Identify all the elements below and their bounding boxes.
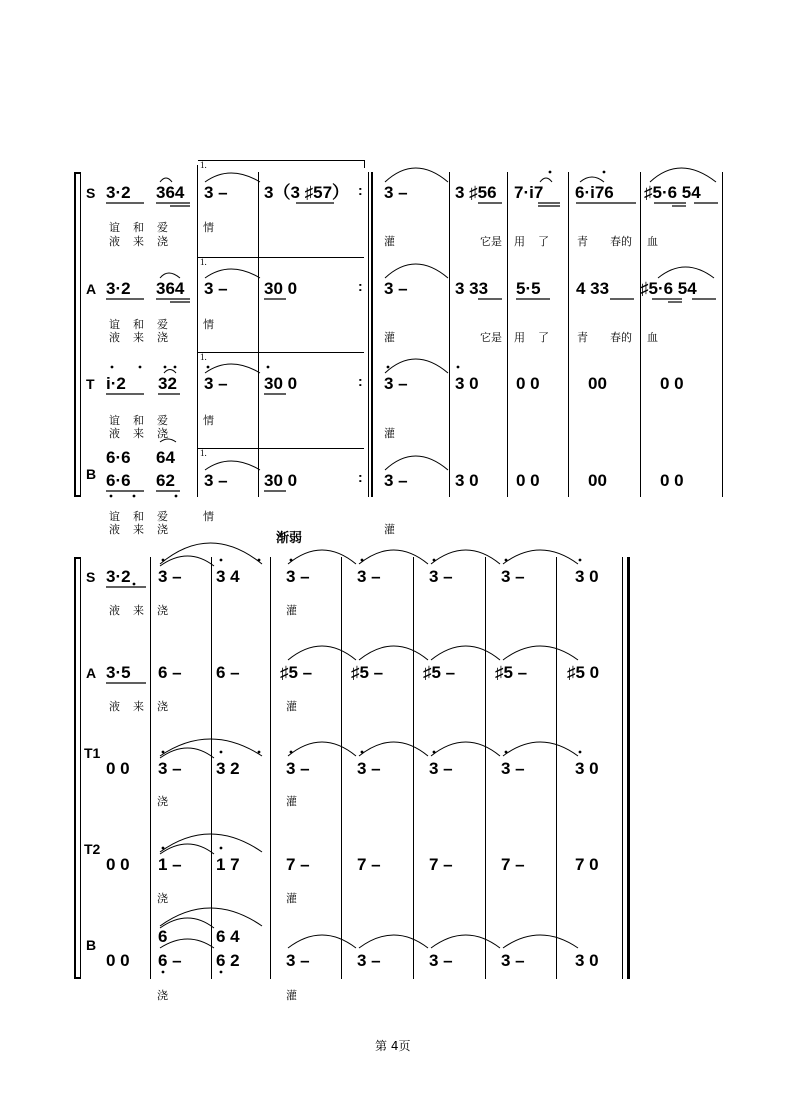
alto-m6: 3 33: [455, 279, 489, 298]
lyric: 灌: [384, 235, 395, 248]
alto-sus: ♯5 0: [567, 663, 600, 682]
alto-m4: 30 0: [264, 279, 298, 298]
tenor2-m2: 1 –: [158, 855, 182, 874]
lyric: 用: [514, 235, 525, 248]
tenor2-sus: 7 –: [286, 855, 310, 874]
bass-sus: 3 –: [286, 951, 310, 970]
bass-sus: 3 –: [501, 951, 525, 970]
lyric: 谊: [109, 318, 120, 331]
lyric: 谊: [109, 414, 120, 427]
bass-m5: 3 –: [384, 471, 408, 490]
bass-m4: 30 0: [264, 471, 298, 490]
lyric: 来: [133, 700, 144, 713]
lyric: 浇: [157, 523, 168, 536]
lyric: 浇: [157, 604, 168, 617]
lyric: 浇: [157, 795, 168, 808]
lyric: 灌: [384, 427, 395, 440]
lyric: 来: [133, 604, 144, 617]
tenor1-sus: 3 –: [286, 759, 310, 778]
tenor1-sus: 3 –: [357, 759, 381, 778]
soprano-sus: 3 –: [501, 567, 525, 586]
bass-m2-lower: 62: [156, 471, 175, 490]
lyric: 血: [647, 235, 658, 248]
bass-m3: 3 –: [204, 471, 228, 490]
slurs: [160, 168, 716, 948]
soprano-m1: 3·2: [106, 567, 131, 586]
bass-m6: 3 0: [455, 471, 479, 490]
lyric: 浇: [157, 331, 168, 344]
tenor2-m3: 1 7: [216, 855, 240, 874]
part-label-tenor: T: [86, 376, 95, 392]
alto-m3: 6 –: [216, 663, 240, 682]
alto-sus: ♯5 –: [495, 663, 528, 682]
lyric: 来: [133, 235, 144, 248]
tenor-m4: 30 0: [264, 374, 298, 393]
lyric: 它是: [480, 235, 502, 248]
alto-m3: 3 –: [204, 279, 228, 298]
lyric: 爱: [157, 510, 168, 523]
repeat-dots: :: [358, 182, 363, 198]
lyric: 和: [133, 318, 144, 331]
soprano-m5: 3 –: [384, 183, 408, 202]
part-label-alto: A: [86, 665, 97, 681]
bass-m1-upper: 6·6: [106, 448, 131, 467]
lyric: 液: [109, 523, 120, 536]
lyric: 春的: [610, 235, 632, 248]
soprano-m2: 3 –: [158, 567, 182, 586]
soprano-m2: 364: [156, 183, 185, 202]
tenor1-m1: 0 0: [106, 759, 130, 778]
bass-m3-lower: 6 2: [216, 951, 240, 970]
lyric: 浇: [157, 989, 168, 1002]
dynamic-diminuendo: 渐弱: [276, 531, 303, 546]
soprano-m7: 7·i7: [514, 183, 544, 202]
bass-m2-upper: 6: [158, 927, 168, 946]
lyric: 和: [133, 510, 144, 523]
volta-label: 1.: [200, 257, 207, 267]
tenor-m5: 3 –: [384, 374, 408, 393]
part-label-tenor2: T2: [84, 841, 101, 857]
alto-m9: ♯5·6 54: [640, 279, 697, 298]
tenor1-sus: 3 –: [501, 759, 525, 778]
tenor-m7: 0 0: [516, 374, 540, 393]
alto-m2: 6 –: [158, 663, 182, 682]
lyric: 青: [577, 331, 588, 344]
lyric: 谊: [109, 221, 120, 234]
bass-m1-lower: 6·6: [106, 471, 131, 490]
repeat-dots: :: [358, 469, 363, 485]
alto-m8: 4 33: [576, 279, 610, 298]
soprano-m4: 3（3 ♯57）: [264, 183, 350, 202]
lyric: 灌: [286, 892, 297, 905]
tenor2-sus: 7 0: [575, 855, 599, 874]
part-label-alto: A: [86, 281, 97, 297]
alto-m1: 3·5: [106, 663, 131, 682]
lyric: 情: [203, 318, 214, 331]
bass-m7: 0 0: [516, 471, 540, 490]
lyric: 浇: [157, 892, 168, 905]
tenor1-m2: 3 –: [158, 759, 182, 778]
octave-dots: [110, 171, 606, 974]
tenor2-sus: 7 –: [501, 855, 525, 874]
alto-m1: 3·2: [106, 279, 131, 298]
part-label-bass: B: [86, 466, 97, 482]
alto-sus: ♯5 –: [280, 663, 313, 682]
repeat-dots: :: [358, 278, 363, 294]
lyric: 了: [538, 235, 549, 248]
alto-m2: 364: [156, 279, 185, 298]
lyric: 爱: [157, 221, 168, 234]
lyric: 情: [203, 221, 214, 234]
lyric: 了: [538, 331, 549, 344]
lyric: 春的: [610, 331, 632, 344]
alto-sus: ♯5 –: [423, 663, 456, 682]
lyric: 浇: [157, 235, 168, 248]
tenor2-sus: 7 –: [429, 855, 453, 874]
lyric: 灌: [286, 795, 297, 808]
soprano-sus: 3 –: [286, 567, 310, 586]
alto-sus: ♯5 –: [351, 663, 384, 682]
bass-m3-upper: 6 4: [216, 927, 240, 946]
tenor-m1: i·2: [106, 374, 126, 393]
soprano-m8: 6·i76: [575, 183, 614, 202]
bass-m9: 0 0: [660, 471, 684, 490]
lyric: 情: [203, 414, 214, 427]
tenor-m6: 3 0: [455, 374, 479, 393]
lyric: 液: [109, 331, 120, 344]
lyric: 来: [133, 427, 144, 440]
soprano-m3: 3 –: [204, 183, 228, 202]
soprano-sus: 3 –: [357, 567, 381, 586]
tenor1-m3: 3 2: [216, 759, 240, 778]
lyric: 液: [109, 604, 120, 617]
lyric: 灌: [286, 700, 297, 713]
part-label-bass: B: [86, 937, 97, 953]
lyric: 爱: [157, 414, 168, 427]
alto-m5: 3 –: [384, 279, 408, 298]
tenor1-sus: 3 0: [575, 759, 599, 778]
part-label-soprano: S: [86, 569, 96, 585]
soprano-m6: 3 ♯56: [455, 183, 497, 202]
soprano-m3: 3 4: [216, 567, 240, 586]
beams: [106, 203, 718, 683]
lyric: 用: [514, 331, 525, 344]
lyric: 浇: [157, 700, 168, 713]
bass-sus: 3 –: [357, 951, 381, 970]
bass-m2-upper: 64: [156, 448, 175, 467]
tenor-m8: 00: [588, 374, 607, 393]
volta-label: 1.: [200, 448, 207, 458]
lyric: 灌: [384, 523, 395, 536]
part-label-tenor1: T1: [84, 745, 101, 761]
bass-sus: 3 –: [429, 951, 453, 970]
page-number: 第 4页: [375, 1039, 411, 1053]
lyric: 来: [133, 523, 144, 536]
lyric: 爱: [157, 318, 168, 331]
part-label-soprano: S: [86, 185, 96, 201]
tenor2-sus: 7 –: [357, 855, 381, 874]
soprano-m1: 3·2: [106, 183, 131, 202]
bass-m2-lower: 6 –: [158, 951, 182, 970]
lyric: 和: [133, 414, 144, 427]
soprano-sus: 3 –: [429, 567, 453, 586]
bass-sus: 3 0: [575, 951, 599, 970]
tenor-m9: 0 0: [660, 374, 684, 393]
lyric: 灌: [286, 989, 297, 1002]
lyric: 谊: [109, 510, 120, 523]
alto-m7: 5·5: [516, 279, 541, 298]
bass-m8: 00: [588, 471, 607, 490]
tenor-m3: 3 –: [204, 374, 228, 393]
soprano-m9: ♯5·6 54: [644, 183, 701, 202]
lyric: 青: [577, 235, 588, 248]
lyric: 它是: [480, 331, 502, 344]
lyric: 灌: [286, 604, 297, 617]
volta-label: 1.: [200, 352, 207, 362]
lyric: 液: [109, 700, 120, 713]
tenor-m2: 32: [158, 374, 177, 393]
soprano-sus: 3 0: [575, 567, 599, 586]
lyric: 情: [203, 510, 214, 523]
lyric: 和: [133, 221, 144, 234]
repeat-dots: :: [358, 373, 363, 389]
lyric: 来: [133, 331, 144, 344]
lyric: 灌: [384, 331, 395, 344]
tenor2-m1: 0 0: [106, 855, 130, 874]
lyric: 液: [109, 235, 120, 248]
volta-label: 1.: [200, 160, 207, 170]
bass-m1: 0 0: [106, 951, 130, 970]
lyric: 液: [109, 427, 120, 440]
tenor1-sus: 3 –: [429, 759, 453, 778]
lyric: 血: [647, 331, 658, 344]
lyric: 浇: [157, 427, 168, 440]
